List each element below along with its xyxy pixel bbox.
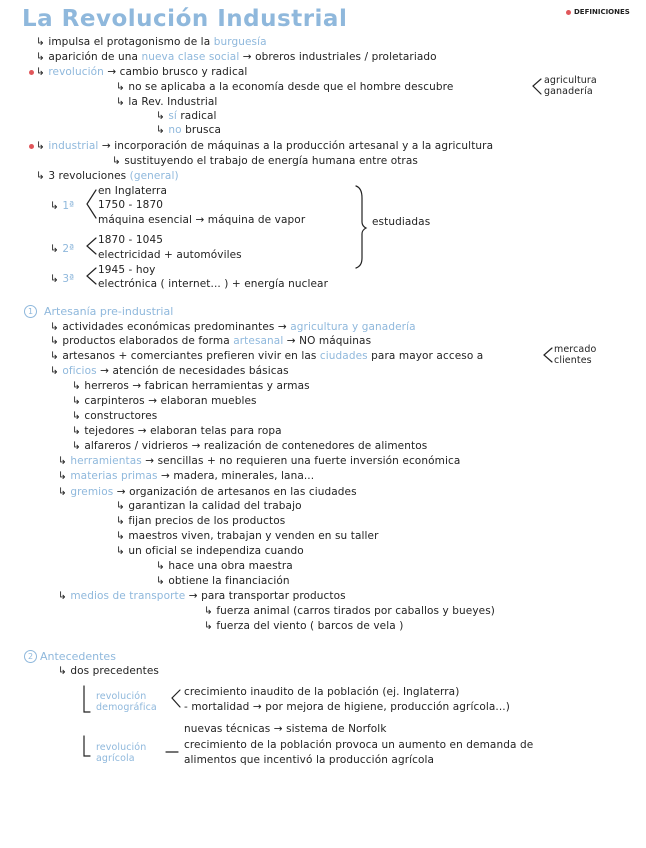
note-line: crecimiento de la población provoca un aumento en demanda de [184,739,534,751]
precedent-label: revolución [96,691,147,702]
note-line: ↳ revolución → cambio brusco y radical [36,66,248,78]
precedent-label: agrícola [96,753,135,764]
note-line: ↳ dos precedentes [58,665,160,677]
note-line: ↳ hace una obra maestra [156,560,293,572]
connector-line [84,736,90,756]
section-title: Antecedentes [40,650,116,663]
note-line: ↳ fuerza animal (carros tirados por caballos y bueyes) [204,605,495,617]
note-line: ↳ la Rev. Industrial [116,96,218,108]
note-line: ↳ impulsa el protagonismo de la burguesía [36,36,267,48]
note-line: ↳ tejedores → elaboran telas para ropa [72,425,282,437]
note-option: ganadería [544,86,593,97]
note-line: ↳ constructores [72,410,158,422]
precedent-label: demográfica [96,702,157,713]
revolution-label: ↳ 3ª [50,273,75,285]
note-line: ↳ industrial → incorporación de máquinas a la producción artesanal y a la agricultura [36,140,494,152]
note-line: ↳ carpinteros → elaboran muebles [72,395,257,407]
note-line: ↳ alfareros / vidrieros → realización de contenedores de alimentos [72,440,428,452]
note-line: nuevas técnicas → sistema de Norfolk [184,723,387,735]
precedent-label: revolución [96,742,147,753]
section-title: Artesanía pre-industrial [44,305,174,318]
connector-line [84,686,90,712]
studied-label: estudiadas [372,216,431,228]
note-line: ↳ herramientas → sencillas + no requieren una fuerte inversión económica [58,455,461,467]
note-line: ↳ fijan precios de los productos [116,515,286,527]
note-line: alimentos que incentivó la producción agrícola [184,754,435,766]
note-line: ↳ medios de transporte → para transportar productos [58,590,346,602]
note-line: ↳ obtiene la financiación [156,575,290,587]
chevron-left-icon [87,268,96,284]
brace-right-icon [356,186,366,268]
chevron-left-icon [172,690,180,707]
note-line: ↳ un oficial se independiza cuando [116,545,304,557]
note-line: - mortalidad → por mejora de higiene, producción agrícola...) [184,701,510,713]
note-line: ↳ sí radical [156,110,217,122]
section-number: 2 [24,650,37,663]
chevron-left-icon [533,79,541,94]
note-line: ↳ gremios → organización de artesanos en las ciudades [58,486,357,498]
note-option: mercado [554,344,597,355]
note-option: agricultura [544,75,597,86]
note-line: ↳ herreros → fabrican herramientas y armas [72,380,310,392]
note-line: máquina esencial → máquina de vapor [98,214,306,226]
note-line: ↳ no brusca [156,124,221,136]
revolution-label: ↳ 1ª [50,200,75,212]
section-number: 1 [24,305,37,318]
note-line: ↳ garantizan la calidad del trabajo [116,500,302,512]
chevron-left-icon [544,348,552,362]
note-line: ↳ artesanos + comerciantes prefieren vivir en las ciudades para mayor acceso a [50,350,484,362]
note-line: 1945 - hoy [98,264,156,276]
note-line: ↳ materias primas → madera, minerales, lana... [58,470,315,482]
note-line: ↳ no se aplicaba a la economía desde que el hombre descubre [116,81,454,93]
chevron-left-icon [87,190,96,218]
note-line: 1870 - 1045 [98,234,164,246]
note-line: electrónica ( internet... ) + energía nuclear [98,278,328,290]
note-line: electricidad + automóviles [98,249,242,261]
note-line: crecimiento inaudito de la población (ej. Inglaterra) [184,686,460,698]
note-line: en Inglaterra [98,185,167,197]
note-line: ↳ productos elaborados de forma artesanal → NO máquinas [50,335,372,347]
definitions-label: DEFINICIONES [574,8,630,16]
note-line: ↳ aparición de una nueva clase social → obreros industriales / proletariado [36,51,437,63]
note-line: ↳ actividades económicas predominantes → agricultura y ganadería [50,321,416,333]
chevron-left-icon [87,238,96,254]
note-option: clientes [554,355,592,366]
page-title: La Revolución Industrial [22,6,348,32]
revolution-label: ↳ 2ª [50,243,75,255]
note-line: ↳ maestros viven, trabajan y venden en su taller [116,530,379,542]
note-line: 1750 - 1870 [98,199,164,211]
note-line: ↳ 3 revoluciones (general) [36,170,179,182]
note-line: ↳ oficios → atención de necesidades básicas [50,365,289,377]
note-line: ↳ sustituyendo el trabajo de energía humana entre otras [112,155,418,167]
note-line: ↳ fuerza del viento ( barcos de vela ) [204,620,404,632]
